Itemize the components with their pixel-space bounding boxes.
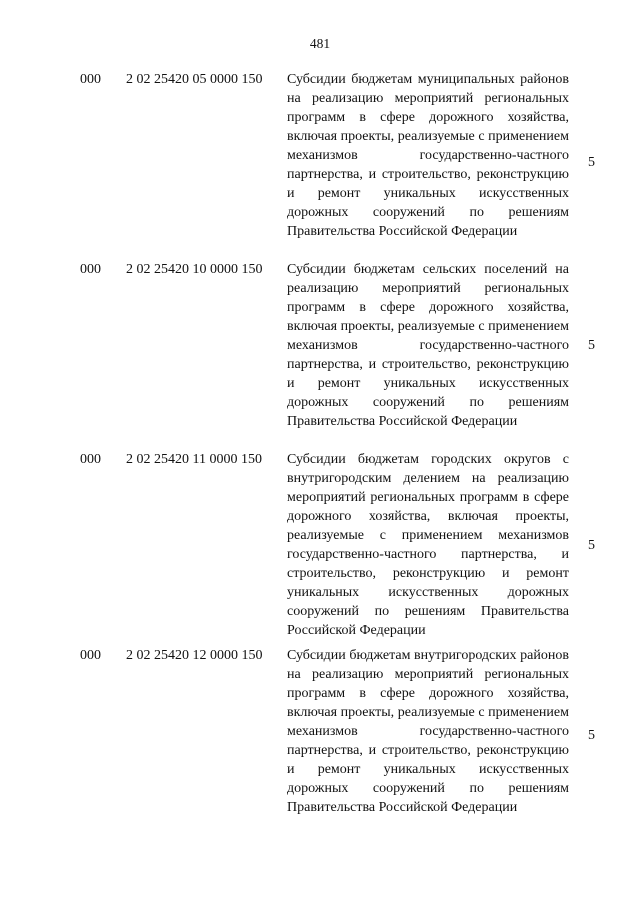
admin-code: 000 — [80, 648, 101, 663]
page-number: 481 — [309, 36, 331, 51]
kbk-code: 2 02 25420 12 0000 150 — [126, 648, 263, 663]
table-row — [0, 646, 640, 846]
row-amount: 5 — [588, 538, 595, 553]
kbk-code: 2 02 25420 11 0000 150 — [126, 452, 262, 467]
table-row — [0, 260, 640, 450]
table-row — [0, 450, 640, 646]
admin-code: 000 — [80, 72, 101, 87]
admin-code: 000 — [80, 262, 101, 277]
budget-codes-table — [0, 70, 640, 846]
kbk-code: 2 02 25420 10 0000 150 — [126, 262, 263, 277]
row-description: Субсидии бюджетам внутригородских районов на реализацию мероприятий региональных программ в сфере дорожного хозяйства, включая проекты, реализуемые с применением механизмов государственно-частного партнерства, и строительство, реконструкцию и ремонт уникальных искусственных дорожных сооружений по решениям Правительства Российской Федерации — [287, 648, 569, 815]
row-description: Субсидии бюджетам сельских поселений на реализацию мероприятий региональных программ в сфере дорожного хозяйства, включая проекты, реализуемые с применением механизмов государственно-частного партнерства, и строительство, реконструкцию и ремонт уникальных искусственных дорожных сооружений по решениям Правительства Российской Федерации — [287, 262, 569, 429]
kbk-code: 2 02 25420 05 0000 150 — [126, 72, 263, 87]
row-description: Субсидии бюджетам муниципальных районов на реализацию мероприятий региональных программ в сфере дорожного хозяйства, включая проекты, реализуемые с применением механизмов государственно-частного партнерства, и строительство, реконструкцию и ремонт уникальных искусственных дорожных сооружений по решениям Правительства Российской Федерации — [287, 72, 569, 239]
table-row — [0, 70, 640, 260]
row-amount: 5 — [588, 338, 595, 353]
row-description: Субсидии бюджетам городских округов с внутригородским делением на реализацию мероприятий региональных программ в сфере дорожного хозяйства, включая проекты, реализуемые с применением механизмов государственно-частного партнерства, и строительство, реконструкцию и ремонт уникальных искусственных дорожных сооружений по решениям Правительства Российской Федерации — [287, 452, 569, 638]
admin-code: 000 — [80, 452, 101, 467]
row-amount: 5 — [588, 728, 595, 743]
row-amount: 5 — [588, 155, 595, 170]
